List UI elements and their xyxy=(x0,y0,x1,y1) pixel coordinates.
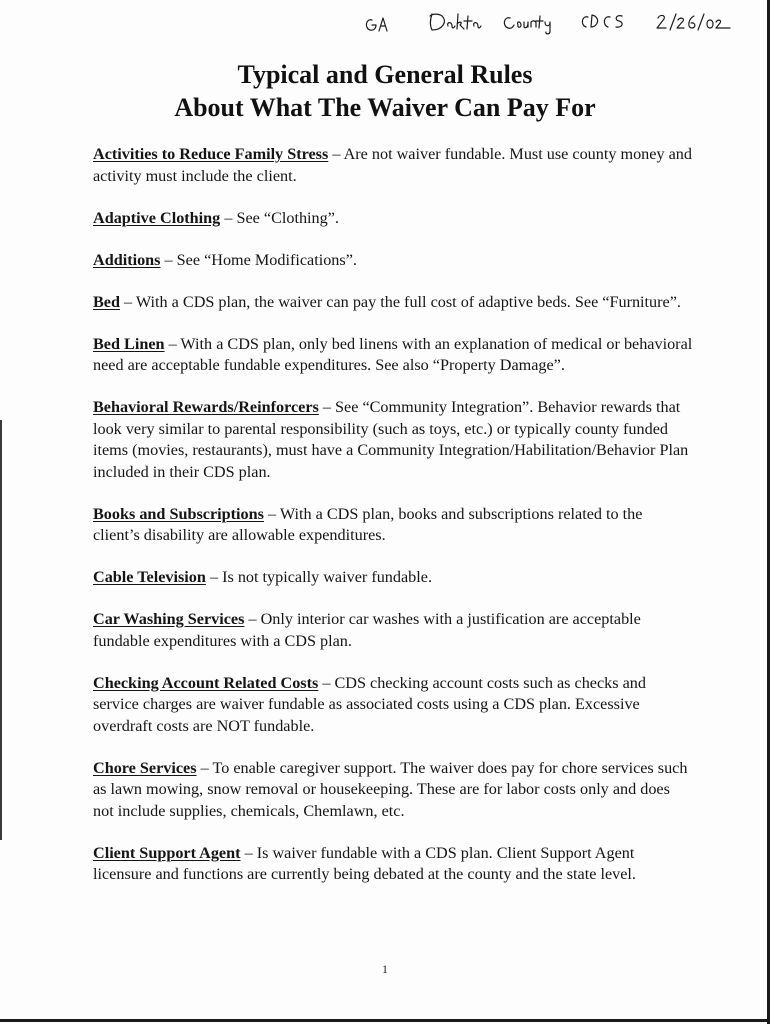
rule-entry xyxy=(93,673,693,738)
rule-description: – With a CDS plan, only bed linens with an explanation of medical or behavioral need are acceptable fundable expenditures. See also “Property Damage”. xyxy=(93,334,693,374)
rule-term: Additions xyxy=(93,250,161,269)
rule-term: Chore Services xyxy=(93,758,197,777)
rule-description: – CDS checking account costs such as checks and service charges are waiver fundable as associated costs using a CDS plan. Excessive overdraft costs are NOT fundable. xyxy=(93,673,646,735)
scan-border-bottom xyxy=(0,1019,770,1022)
page-number: 1 xyxy=(382,962,388,976)
rule-entry xyxy=(93,609,693,652)
rule-term: Bed Linen xyxy=(93,334,165,353)
rule-term: Adaptive Clothing xyxy=(93,208,221,227)
rule-term: Checking Account Related Costs xyxy=(93,673,319,692)
rule-description: – Are not waiver fundable. Must use county money and activity must include the client. xyxy=(93,145,692,185)
rule-term: Cable Television xyxy=(93,568,206,586)
rule-term: Client Support Agent xyxy=(93,843,241,862)
rule-description: – Is not typically waiver fundable. xyxy=(205,568,433,586)
document-title xyxy=(0,58,770,124)
rule-entry xyxy=(93,144,693,187)
rule-description: – To enable caregiver support. The waiver does pay for chore services such as lawn mowing, snow removal or housekeeping. These are for labor costs only and does not include supplies, chemicals, Chemlawn, etc. xyxy=(93,758,688,820)
handwritten-annotation xyxy=(360,6,760,36)
handwritten-note-drawing xyxy=(360,6,760,36)
rule-description: – Only interior car washes with a justification are acceptable fundable expenditures with a CDS plan. xyxy=(93,610,641,650)
rule-description: – With a CDS plan, the waiver can pay the full cost of adaptive beds. See “Furniture”. xyxy=(120,292,681,311)
rule-description: – With a CDS plan, books and subscriptions related to the client’s disability are allowable expenditures. xyxy=(93,504,643,544)
rule-entry xyxy=(93,397,693,483)
scan-border-left xyxy=(0,420,2,840)
rule-entry xyxy=(93,843,693,886)
title-line-2: About What The Waiver Can Pay For xyxy=(174,93,596,122)
rule-entry xyxy=(93,250,693,272)
rule-term: Activities to Reduce Family Stress xyxy=(93,145,329,163)
rule-entry xyxy=(93,758,693,823)
rule-entry xyxy=(93,504,693,547)
rules-list xyxy=(93,144,693,906)
rule-term: Bed xyxy=(93,292,120,311)
rule-term: Car Washing Services xyxy=(93,610,245,628)
rule-entry xyxy=(93,334,693,377)
rule-description: – See “Community Integration”. Behavior rewards that look very similar to parental responsibility (such as toys, etc.) or typically county funded items (movies, restaurants), must have a Community Integration/Habilitation/Behavior Plan included in their CDS plan. xyxy=(93,398,689,481)
rule-description: – See “Clothing”. xyxy=(220,208,339,227)
rule-description: – Is waiver fundable with a CDS plan. Client Support Agent licensure and functions are currently being debated at the county and the state level. xyxy=(93,843,636,883)
rule-term: Books and Subscriptions xyxy=(93,504,264,523)
rule-entry xyxy=(93,292,693,314)
title-line-1: Typical and General Rules xyxy=(237,60,533,89)
rule-description: – See “Home Modifications”. xyxy=(160,250,357,269)
rule-term: Behavioral Rewards/Reinforcers xyxy=(93,398,319,416)
rule-entry xyxy=(93,567,693,589)
rule-entry xyxy=(93,208,693,230)
